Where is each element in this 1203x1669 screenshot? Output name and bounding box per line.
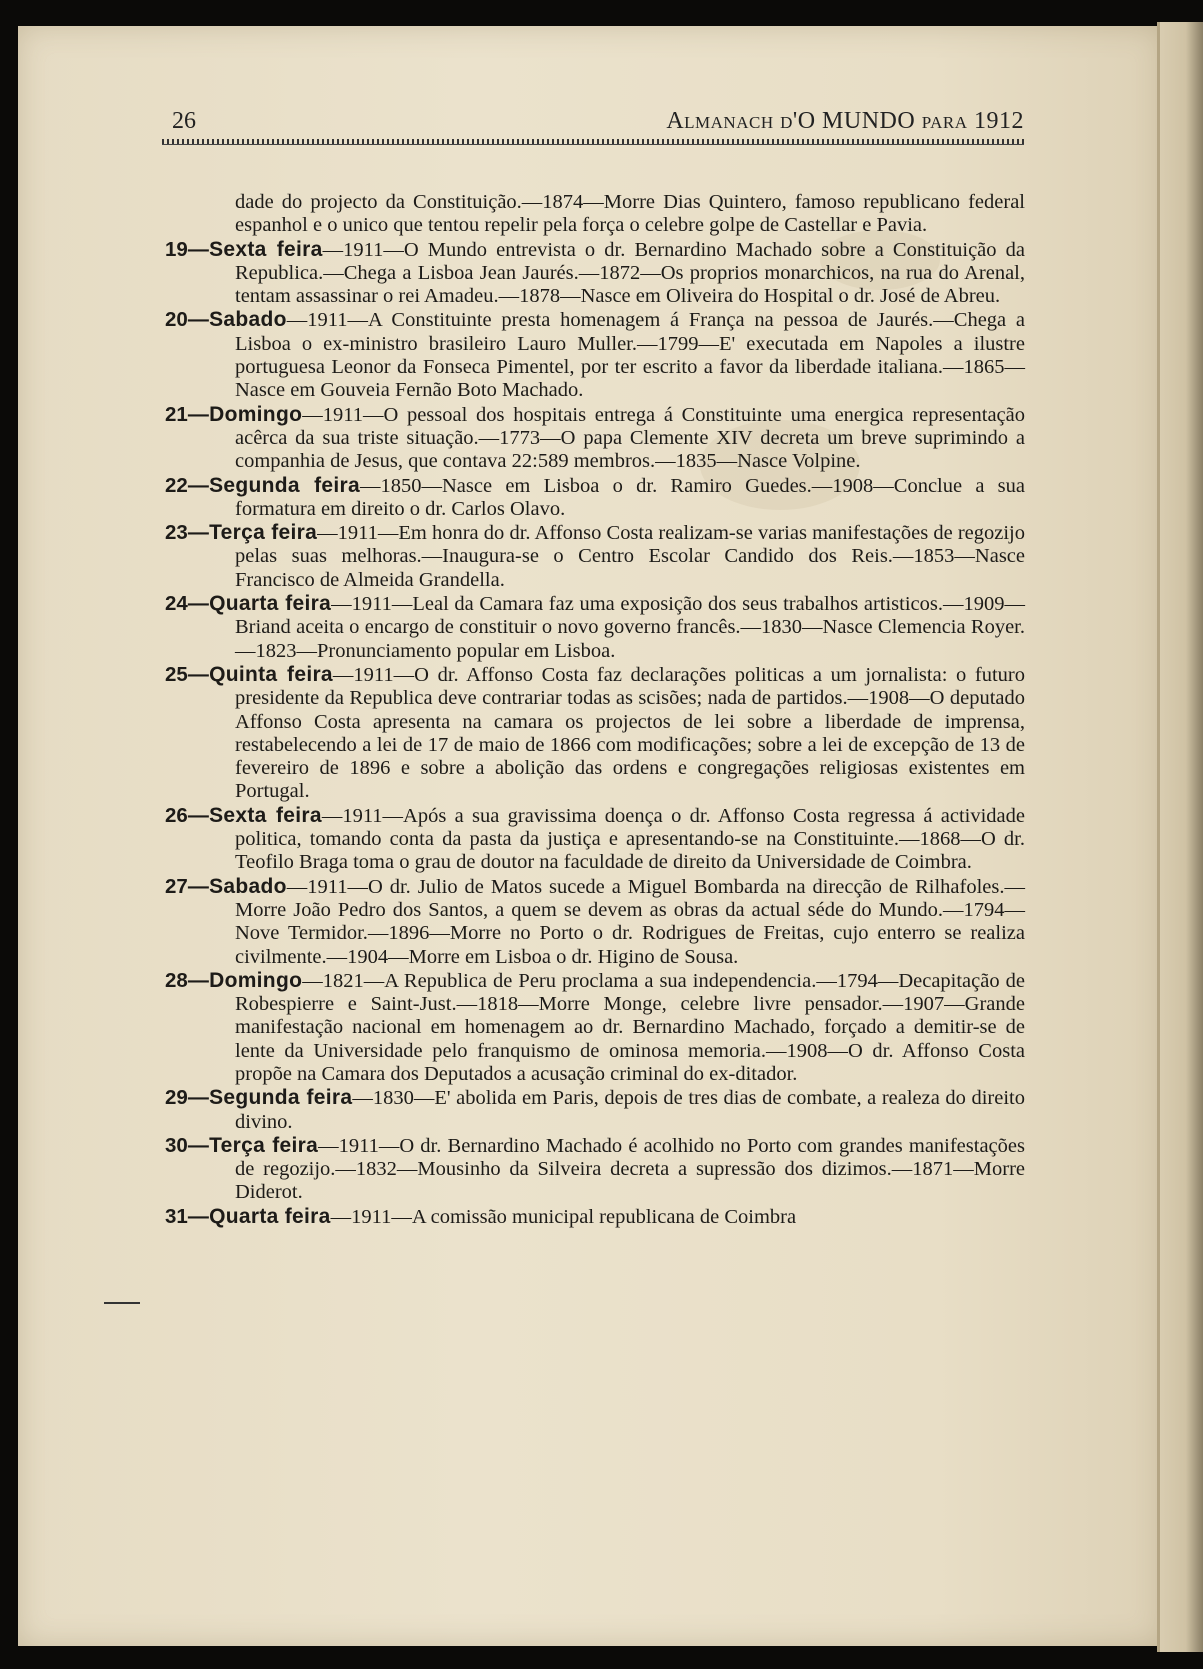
entry-text: —1911—O dr. Affonso Costa faz declarações politicas a um jornalista: o futuro presidente da Republica deve contrariar todas as scisões; nada de partidos.—1908—O deputado Affonso Costa apresenta na camara os projectos de lei sobre a liberdade de imprensa, restabelecendo a lei de 17 de maio de 1866 com modificações; sobre a lei de excepção de 13 de fevereiro de 1896 e sobre a abolição das ordens e congregações religiosas existentes em Portugal. [235,663,1025,803]
page-number: 26 [172,108,196,134]
day-number: 31 [165,1204,188,1228]
day-entry [165,238,1025,309]
weekday-label: —Segunda feira [187,1086,353,1110]
entry-text: —1911—O Mundo entrevista o dr. Bernardino Machado sobre a Constituição da Republica.—Chega a Lisboa Jean Jaurés.—1872—Os proprios monarchicos, na rua do Arenal, tentam assassinar o rei Amadeu.—1878—Nasce em Oliveira do Hospital o dr. José de Abreu. [235,238,1025,308]
entry-text: —1911—O dr. Julio de Matos sucede a Miguel Bombarda na direcção de Rilhafoles.—Morre João Pedro dos Santos, a quem se devem as obras da actual séde do Mundo.—1794—Nove Termidor.—1896—Morre no Porto o dr. Rodrigues de Freitas, cujo enterro se realiza civilmente.—1904—Morre em Lisboa o dr. Higino de Sousa. [235,875,1025,968]
page-header [158,108,1024,136]
day-entry [165,1086,1025,1134]
entry-text: —1830—E' abolida em Paris, depois de tres dias de combate, a realeza do direito divino. [235,1087,1025,1133]
day-number: 24 [165,592,188,616]
weekday-label: —Sexta feira [187,803,322,827]
day-entry [165,1205,1025,1229]
day-number: 27 [165,874,188,898]
weekday-label: —Quarta feira [187,1204,331,1228]
weekday-label: —Sabado [187,308,287,332]
weekday-label: —Sexta feira [187,237,323,261]
day-entry [165,663,1025,804]
running-title-part2: MUNDO [822,108,916,134]
day-entry [165,403,1025,474]
weekday-label: —Terça feira [187,1133,319,1157]
weekday-label: —Terça feira [187,521,318,545]
entry-text: —1911—Em honra do dr. Affonso Costa realizam-se varias manifestações de regozijo pelas suas melhoras.—Inaugura-se o Centro Escolar Candido dos Reis.—1853—Nasce Francisco de Almeida Grandella. [235,522,1026,591]
weekday-label: —Domingo [187,402,303,426]
weekday-label: —Quarta feira [187,592,332,616]
running-title [666,108,1024,135]
adjacent-page-edge [1160,22,1203,1652]
day-entry [165,969,1025,1086]
day-entry [165,592,1025,663]
entry-text: —1911—Após a sua gravissima doença o dr. Affonso Costa regressa á actividade politica, tomando conta da pasta da justiça e apresentando-se na Constituinte.—1868—O dr. Teofilo Braga toma o grau de doutor na faculdade de direito da Universidade de Coimbra. [235,804,1025,874]
day-number: 25 [165,662,188,686]
entry-text: —1911—A Constituinte presta homenagem á França na pessoa de Jaurés.—Chega a Lisboa o ex-ministro brasileiro Lauro Muller.—1799—E' executada em Napoles a ilustre portuguesa Leonor da Fonseca Pimentel, por ter escrito a favor da liberdade italiana.—1865—Nasce em Gouveia Fernão Boto Machado. [235,309,1025,402]
weekday-label: —Sabado [187,874,287,898]
day-entry [165,521,1025,592]
entry-text: —1911—A comissão municipal republicana de Coimbra [330,1205,797,1228]
day-number: 22 [165,473,188,497]
day-entry [165,804,1025,875]
weekday-label: —Quinta feira [187,662,333,686]
day-number: 21 [165,402,188,426]
day-entry [165,875,1025,969]
entry-text: —1850—Nasce em Lisboa o dr. Ramiro Guedes.—1908—Conclue a sua formatura em direito o dr. Carlos Olavo. [235,474,1025,520]
weekday-label: —Segunda feira [187,473,360,497]
entry-text: —1911—Leal da Camara faz uma exposição dos seus trabalhos artisticos.—1909—Briand aceita o encargo de constituir o novo governo francês.—1830—Nasce Clemencia Royer.—1823—Pronunciamento popular em Lisboa. [235,593,1025,662]
running-title-part3: para 1912 [915,108,1024,134]
day-entry [165,308,1025,402]
calendar-text [165,191,1025,1229]
weekday-label: —Domingo [187,968,303,992]
day-number: 29 [165,1086,188,1110]
day-entries [165,238,1025,1229]
day-number: 26 [165,803,188,827]
running-title-part1: Almanach d'O [666,108,823,134]
day-number: 20 [165,308,188,332]
entry-text: —1821—A Republica de Peru proclama a sua independencia.—1794—Decapitação de Robespierre e Saint-Just.—1818—Morre Monge, celebre livre pensador.—1907—Grande manifestação nacional em homenagem ao dr. Bernardino Machado, forçado a demitir-se de lente da Universidade pelo franquismo de ominosa memoria.—1908—O dr. Affonso Costa propõe na Camara dos Deputados a acusação criminal do ex-ditador. [235,969,1025,1085]
continued-paragraph: dade do projecto da Constituição.—1874—Morre Dias Quintero, famoso republicano federal espanhol e o unico que tentou repelir pela força o celebre golpe de Castellar e Pavia. [235,191,1025,237]
header-rule [162,144,1024,145]
entry-text: —1911—O pessoal dos hospitais entrega á Constituinte uma energica representação acêrca da sua triste situação.—1773—O papa Clemente XIV decreta um breve suprimindo a companhia de Jesus, que contava 22:589 membros.—1835—Nasce Volpine. [235,403,1025,473]
day-number: 28 [165,968,188,992]
day-number: 19 [165,237,188,261]
margin-pencil-mark [104,1302,140,1304]
entry-text: —1911—O dr. Bernardino Machado é acolhido no Porto com grandes manifestações de regozijo.—1832—Mousinho da Silveira decreta a supressão dos dizimos.—1871—Morre Diderot. [235,1134,1025,1204]
day-entry [165,1134,1025,1205]
day-number: 23 [165,521,188,545]
day-entry [165,474,1025,522]
day-number: 30 [165,1133,188,1157]
